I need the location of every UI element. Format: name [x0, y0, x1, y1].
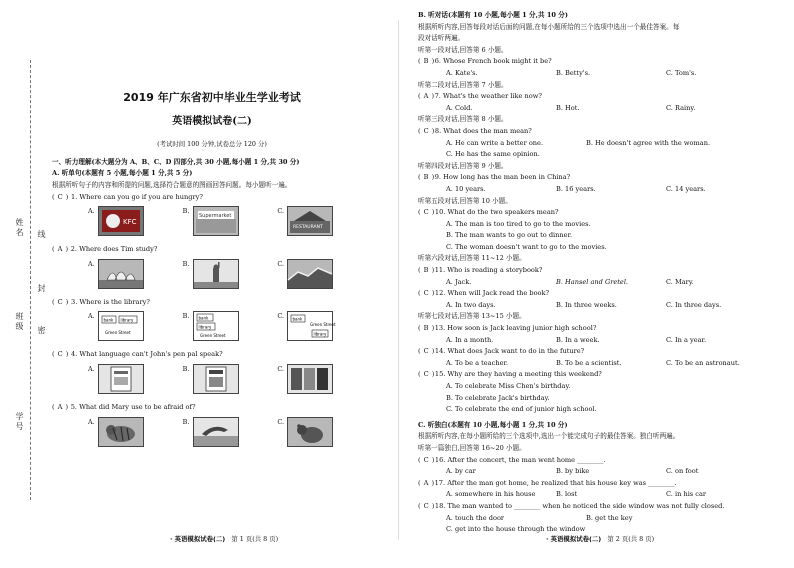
exam-subtitle: 英语模拟试卷(二) [172, 115, 252, 127]
q8-option-c[interactable]: C. He has the same opinion. [446, 150, 540, 159]
map-b-image [193, 311, 239, 341]
partC-instructions: 根据所听内容,在每小题所给的三个选项中,选出一个能完成句子的最佳答案。独白听两遍。 [418, 432, 680, 441]
question-4-pictures [52, 364, 372, 394]
answer-4: ( C ) [52, 350, 69, 359]
q10-option-b[interactable]: B. The man wants to go out to dinner. [446, 231, 573, 240]
book-b-image [193, 364, 239, 394]
q1-option-c[interactable]: C. RESTAURANT [277, 206, 372, 236]
q9-option-a[interactable]: A. 10 years. [446, 184, 486, 193]
question-4-text: 4. What language can't John's pen pal speak? [71, 350, 223, 359]
question-17: ( A )17. After the man got home, he realized that his house key was ________. [418, 478, 677, 487]
question-2-text: 2. Where does Tim study? [70, 245, 158, 254]
books-c-image [287, 364, 333, 394]
question-6-options [418, 68, 776, 80]
q8-option-b[interactable]: B. He doesn't agree with the woman. [586, 138, 711, 147]
q14-option-a[interactable]: A. To be a teacher. [446, 358, 508, 367]
tiger-image [98, 417, 144, 447]
binding-margin [0, 0, 44, 562]
binding-side2-label: 封 [37, 284, 46, 294]
q14-option-b[interactable]: B. To be a scientist. [556, 358, 622, 367]
opera-house-image [98, 259, 144, 289]
partC-heading: C. 听独白(本题有 10 小题,每小题 1 分,共 10 分) [418, 420, 568, 429]
q1-option-b[interactable]: B. Supermarket [183, 206, 278, 236]
q18-option-c[interactable]: C. get into the house through the window [446, 525, 586, 534]
question-17-options [418, 489, 776, 501]
partA-heading: A. 听单句(本题有 5 小题,每小题 1 分,共 5 分) [52, 169, 193, 178]
question-2-pictures [52, 259, 372, 289]
answer-1: ( C ) [52, 192, 69, 201]
question-10: ( C )10. What do the two speakers mean? [418, 208, 559, 217]
svg-text:Green Street: Green Street [199, 333, 226, 339]
question-16-options [418, 466, 776, 478]
svg-text:library: library [120, 317, 134, 323]
great-wall-image [287, 259, 333, 289]
question-4 [52, 349, 372, 361]
q6-option-a[interactable]: A. Kate's. [446, 68, 478, 77]
dialogue-3-heading: 听第三段对话,回答第 8 小题。 [418, 115, 508, 124]
q15-option-a[interactable]: A. To celebrate Miss Chen's birthday. [446, 382, 571, 390]
monologue-1-heading: 听第一篇独白,回答第 16~20 小题。 [418, 443, 526, 452]
right-footer-page: 第 2 页(共 8 页) [607, 535, 655, 543]
map-a-image [98, 311, 144, 341]
svg-text:Green Street: Green Street [105, 330, 131, 336]
q14-option-c[interactable]: C. To be an astronaut. [666, 358, 740, 367]
question-12: ( C )12. When will Jack read the book? [418, 289, 550, 298]
dialogue-4-heading: 听第四段对话,回答第 9 小题。 [418, 161, 508, 170]
q15-option-c[interactable]: C. To celebrate the end of junior high school. [446, 405, 597, 414]
q6-option-c[interactable]: C. Tom's. [666, 68, 697, 77]
dialogue-6-heading: 听第六段对话,回答第 11~12 小题。 [418, 254, 526, 263]
q10-option-a[interactable]: A. The man is too tired to go to the movies. [446, 219, 591, 228]
question-1-text: 1. Where can you go if you are hungry? [71, 192, 203, 201]
svg-text:bank: bank [103, 317, 114, 323]
question-15: ( C )15. Why are they having a meeting this weekend? [418, 370, 602, 379]
q18-option-a[interactable]: A. touch the door [446, 513, 505, 522]
q13-option-b[interactable]: B. In a week. [556, 335, 600, 344]
q9-option-b[interactable]: B. 16 years. [556, 184, 596, 193]
q12-option-a[interactable]: A. In two days. [446, 300, 496, 309]
q16-option-b[interactable]: B. by bike [556, 467, 590, 476]
question-7: ( A )7. What's the weather like now? [418, 92, 542, 101]
question-14: ( C )14. What does Jack want to do in the future? [418, 347, 585, 356]
binding-line [30, 60, 31, 500]
dolphin-image [193, 417, 239, 447]
partB-instructions-1: 根据所听内容,回答每段对话后面的问题,在每小题所给的三个选项中选出一个最佳答案。每 [418, 22, 680, 31]
q3-option-a[interactable]: A. bank library Green Street [88, 311, 183, 341]
question-3 [52, 297, 372, 309]
question-8: ( C )8. What does the man mean? [418, 126, 532, 135]
question-1 [52, 192, 372, 204]
q1-option-a[interactable]: A. KFC [88, 206, 183, 236]
answer-3: ( C ) [52, 297, 69, 306]
q10-option-c[interactable]: C. The woman doesn't want to go to the movies. [446, 242, 607, 251]
question-2 [52, 244, 372, 256]
question-6: ( B )6. Whose French book might it be? [418, 57, 552, 66]
map-c-image [287, 311, 336, 341]
question-1-pictures [52, 206, 372, 236]
q16-option-a[interactable]: A. by car [446, 467, 476, 476]
binding-side3-label: 密 [37, 326, 46, 336]
question-5 [52, 402, 372, 414]
q18-option-b[interactable]: B. get the key [586, 513, 633, 522]
q5-option-a[interactable]: A. [88, 417, 183, 447]
question-5-text: 5. What did Mary use to be afraid of? [70, 402, 196, 411]
q2-option-c[interactable]: C. [277, 259, 372, 289]
svg-text:Green Street: Green Street [310, 322, 336, 328]
left-page [52, 0, 372, 562]
q11-option-b[interactable]: B. Hansel and Gretel. [556, 277, 629, 286]
partB-instructions-2: 段对话听两遍。 [418, 34, 465, 43]
dialogue-1-heading: 听第一段对话,回答第 6 小题。 [418, 45, 508, 54]
left-footer-page: 第 1 页(共 8 页) [231, 535, 279, 543]
question-7-options [418, 103, 776, 115]
svg-text:Supermarket: Supermarket [198, 213, 231, 220]
dialogue-5-heading: 听第五段对话,回答第 10 小题。 [418, 196, 512, 205]
q11-option-c[interactable]: C. Mary. [666, 277, 694, 286]
statue-of-liberty-image [193, 259, 239, 289]
question-18: ( C )18. The man wanted to ________ when he noticed the side window was not fully closed. [418, 501, 725, 510]
q4-option-a[interactable]: A. [88, 364, 183, 394]
svg-text:RESTAURANT: RESTAURANT [293, 225, 324, 231]
q2-option-b[interactable]: B. [183, 259, 278, 289]
q7-option-b[interactable]: B. Hot. [556, 103, 580, 112]
q15-option-b[interactable]: B. To celebrate Jack's birthday. [446, 393, 550, 402]
page-divider [398, 20, 399, 540]
question-8-options [418, 138, 776, 150]
answer-2: ( A ) [52, 245, 69, 254]
q7-option-a[interactable]: A. Cold. [446, 103, 473, 112]
question-11: ( B )11. Who is reading a storybook? [418, 266, 543, 275]
q13-option-c[interactable]: C. In a year. [666, 335, 707, 344]
question-13: ( B )13. How soon is Jack leaving junior high school? [418, 324, 597, 333]
q17-option-b[interactable]: B. lost [556, 490, 578, 499]
svg-text:KFC: KFC [123, 218, 137, 227]
question-13-options [418, 335, 776, 347]
q6-option-b[interactable]: B. Betty's. [556, 68, 591, 77]
q4-option-b[interactable]: B. [183, 364, 278, 394]
q3-option-b[interactable]: B. bank library Green Street [183, 311, 278, 341]
q9-option-c[interactable]: C. 14 years. [666, 184, 706, 193]
q17-option-a[interactable]: A. somewhere in his house [446, 490, 536, 499]
partB-heading: B. 听对话(本题有 10 小题,每小题 1 分,共 10 分) [418, 11, 569, 19]
q16-option-c[interactable]: C. on foot [666, 467, 699, 476]
exam-note: (考试时间 100 分钟,试卷总分 120 分) [157, 140, 267, 149]
right-page [418, 6, 776, 568]
q5-option-b[interactable]: B. [183, 417, 278, 447]
supermarket-image [193, 206, 239, 236]
question-18-options [418, 513, 776, 525]
left-footer [170, 534, 278, 543]
question-9: ( B )9. How long has the man been in China? [418, 173, 571, 182]
q12-option-b[interactable]: B. In three weeks. [556, 300, 617, 309]
question-11-options [418, 277, 776, 289]
binding-name-label: 姓名 [15, 218, 24, 238]
dialogue-7-heading: 听第七段对话,回答第 13~15 小题。 [418, 312, 526, 321]
bear-image [287, 417, 333, 447]
restaurant-image [287, 206, 333, 236]
q11-option-a[interactable]: A. Jack. [446, 277, 472, 286]
kfc-image [98, 206, 144, 236]
exam-title: 2019 年广东省初中毕业生学业考试 [123, 91, 301, 104]
binding-number-label: 学号 [15, 412, 24, 432]
binding-class-label: 班级 [15, 312, 24, 332]
left-footer-title: · 英语模拟试卷(二) [170, 535, 226, 543]
partA-instructions: 根据所听句子的内容和所提的问题,选择符合题意的图画回答问题。每小题听一遍。 [52, 180, 292, 189]
q13-option-a[interactable]: A. In a month. [446, 335, 494, 344]
answer-5: ( A ) [52, 402, 69, 411]
question-3-pictures [52, 311, 372, 341]
q5-option-c[interactable]: C. [277, 417, 372, 447]
q4-option-c[interactable]: C. [277, 364, 372, 394]
q17-option-c[interactable]: C. in his car [666, 490, 707, 499]
q12-option-c[interactable]: C. In three days. [666, 300, 722, 309]
q8-option-a[interactable]: A. He can write a better one. [446, 138, 544, 147]
q2-option-a[interactable]: A. [88, 259, 183, 289]
question-12-options [418, 300, 776, 312]
svg-text:bank: bank [292, 316, 303, 322]
svg-text:library: library [198, 324, 212, 330]
right-footer-title: · 英语模拟试卷(二) [546, 535, 602, 543]
question-5-pictures [52, 417, 372, 447]
question-3-text: 3. Where is the library? [71, 297, 150, 306]
q3-option-c[interactable]: C. bank Green Street library [277, 311, 372, 341]
svg-text:bank: bank [198, 315, 209, 321]
dialogue-2-heading: 听第二段对话,回答第 7 小题。 [418, 80, 508, 89]
svg-text:library: library [313, 331, 327, 337]
right-footer [546, 534, 654, 543]
question-9-options [418, 184, 776, 196]
book-a-image [98, 364, 144, 394]
q7-option-c[interactable]: C. Rainy. [666, 103, 696, 112]
question-14-options [418, 358, 776, 370]
question-16: ( C )16. After the concert, the man went home ________. [418, 455, 606, 464]
binding-side-label: 线 [37, 230, 46, 240]
part1-heading: 一、听力理解(本大题分为 A、B、C、D 四部分,共 30 小题,每小题 1 分,共 30 分) [52, 157, 300, 166]
